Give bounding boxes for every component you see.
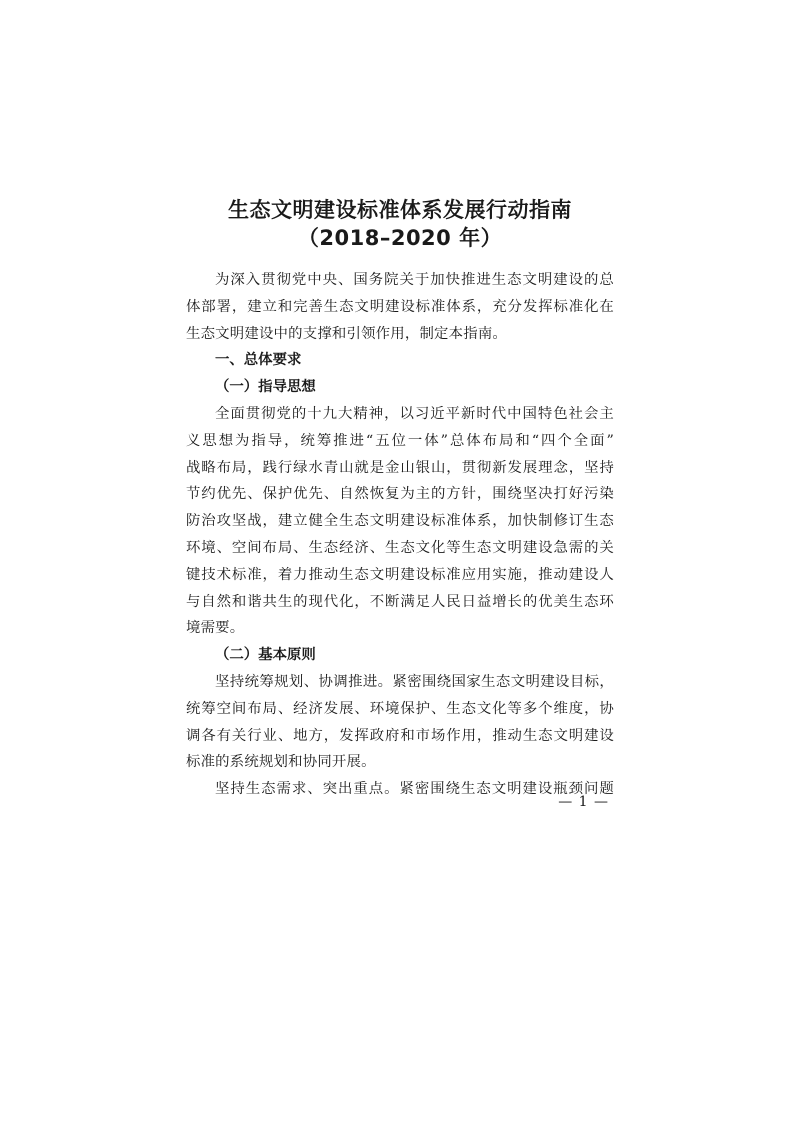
paragraph-line: 调各有关行业、地方，发挥政府和市场作用，推动生态文明建设 (186, 727, 614, 744)
paragraph-line: 键技术标准，着力推动生态文明建设标准应用实施，推动建设人 (186, 566, 614, 583)
paragraph-line: 坚持生态需求、突出重点。紧密围绕生态文明建设瓶颈问题 (215, 781, 614, 798)
section-heading: 一、总体要求 (215, 352, 302, 369)
paragraph-line: 坚持统筹规划、协调推进。紧密围绕国家生态文明建设目标， (215, 673, 614, 690)
subsection-heading: （二）基本原则 (215, 647, 316, 664)
paragraph-line: 环境、空间布局、生态经济、生态文化等生态文明建设急需的关 (186, 539, 614, 556)
document-subtitle: （2018–2020 年） (297, 226, 503, 250)
paragraph-line: 标准的系统规划和协同开展。 (186, 754, 376, 771)
paragraph-line: 体部署，建立和完善生态文明建设标准体系，充分发挥标准化在 (186, 298, 614, 315)
paragraph-line: 全面贯彻党的十九大精神，以习近平新时代中国特色社会主 (215, 405, 614, 422)
page-number: — 1 — (558, 794, 609, 810)
paragraph-line: 战略布局，践行绿水青山就是金山银山，贯彻新发展理念，坚持 (186, 459, 614, 476)
paragraph-line: 节约优先、保护优先、自然恢复为主的方针，围绕坚决打好污染 (186, 486, 614, 503)
paragraph-line: 防治攻坚战，建立健全生态文明建设标准体系，加快制修订生态 (186, 513, 614, 530)
document-body (186, 267, 614, 803)
paragraph-line: 与自然和谐共生的现代化，不断满足人民日益增长的优美生态环 (186, 593, 614, 610)
subsection-heading: （一）指导思想 (215, 379, 316, 396)
document-title: 生态文明建设标准体系发展行动指南 (228, 198, 572, 222)
paragraph-line: 境需要。 (186, 620, 245, 637)
paragraph-line: 义思想为指导，统筹推进“五位一体”总体布局和“四个全面” (186, 432, 614, 449)
paragraph-line: 统筹空间布局、经济发展、环境保护、生态文化等多个维度，协 (186, 700, 614, 717)
paragraph-line: 生态文明建设中的支撑和引领作用，制定本指南。 (186, 325, 507, 342)
paragraph-line: 为深入贯彻党中央、国务院关于加快推进生态文明建设的总 (215, 272, 614, 288)
